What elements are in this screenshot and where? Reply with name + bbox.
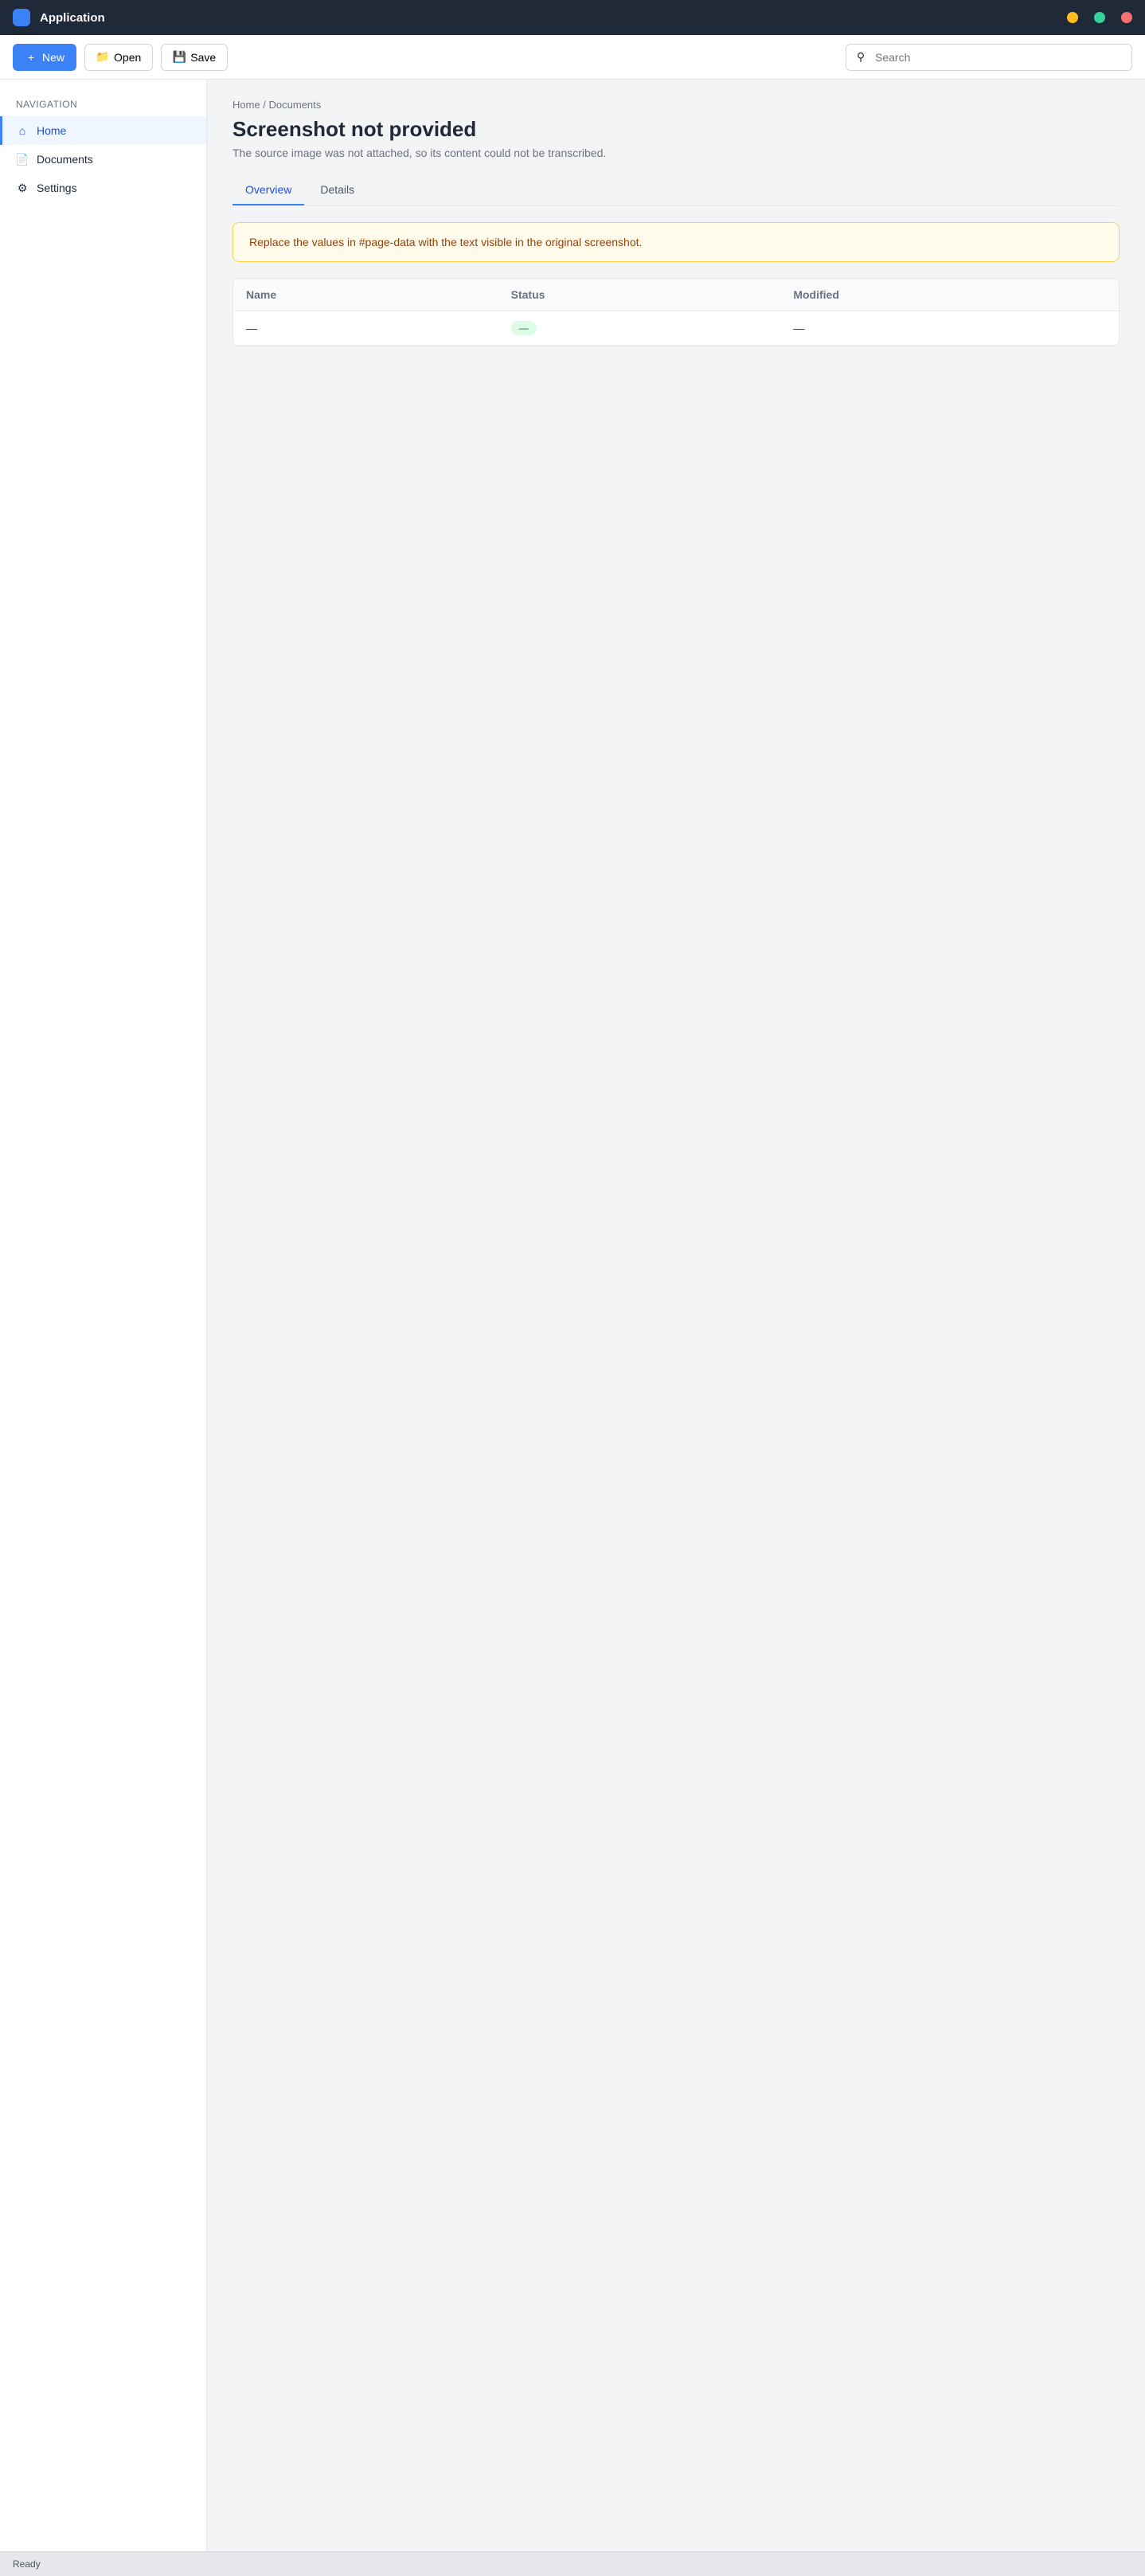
search-icon: ⚲: [856, 50, 866, 63]
table-cell: —: [233, 311, 498, 346]
status-badge: —: [511, 321, 537, 335]
column-header[interactable]: Modified: [780, 279, 1119, 311]
tab-details[interactable]: Details: [320, 183, 355, 196]
column-header[interactable]: Name: [233, 279, 498, 311]
sidebar-heading: NAVIGATION: [16, 99, 78, 110]
breadcrumb[interactable]: Home / Documents: [233, 99, 322, 111]
gear-icon: ⚙: [17, 181, 28, 194]
toolbar: [0, 35, 1145, 80]
title-bar: [0, 0, 1145, 35]
tab-overview[interactable]: Overview: [233, 175, 304, 205]
minimize-icon[interactable]: [1067, 12, 1078, 23]
save-button-label: Save: [190, 50, 217, 64]
status-text: Ready: [13, 2558, 41, 2570]
sidebar-item-home[interactable]: [0, 116, 206, 145]
page-title: Screenshot not provided: [233, 117, 477, 141]
column-header[interactable]: Status: [498, 279, 781, 311]
search-input[interactable]: [873, 50, 1124, 64]
notice-banner: Replace the values in #page-data with the text visible in the original screenshot.: [233, 222, 1120, 262]
sidebar-item-documents[interactable]: [0, 145, 206, 174]
data-table-card: [233, 278, 1120, 346]
new-button[interactable]: [13, 44, 76, 71]
search-box: [846, 44, 1132, 71]
new-button-label: New: [42, 50, 65, 64]
window-title: Application: [40, 10, 105, 25]
table-row[interactable]: [233, 311, 1119, 346]
save-icon: 💾: [172, 50, 186, 63]
table-cell: —: [780, 311, 1119, 346]
sidebar-item-label: Settings: [37, 182, 77, 194]
app-logo-icon: [13, 9, 30, 26]
open-button-label: Open: [114, 50, 142, 64]
home-icon: ⌂: [18, 124, 26, 137]
sidebar-item-settings[interactable]: [0, 174, 206, 202]
table-cell: [498, 311, 781, 346]
plus-icon: +: [27, 50, 35, 64]
content-area: [0, 80, 1145, 2551]
document-icon: 📄: [15, 152, 29, 166]
sidebar-item-label: Home: [37, 124, 67, 137]
sidebar: [0, 80, 207, 2551]
page-subtitle: The source image was not attached, so its content could not be transcribed.: [233, 147, 607, 159]
sidebar-item-label: Documents: [37, 153, 93, 166]
tab-bar: [233, 175, 1120, 206]
main-panel: [207, 80, 1145, 2551]
open-button[interactable]: [84, 44, 153, 71]
status-bar: [0, 2551, 1145, 2576]
maximize-icon[interactable]: [1094, 12, 1105, 23]
folder-icon: 📁: [96, 50, 110, 63]
save-button[interactable]: [161, 44, 228, 71]
table-header-row: [233, 279, 1119, 311]
data-table: [233, 279, 1119, 346]
close-icon[interactable]: [1121, 12, 1132, 23]
